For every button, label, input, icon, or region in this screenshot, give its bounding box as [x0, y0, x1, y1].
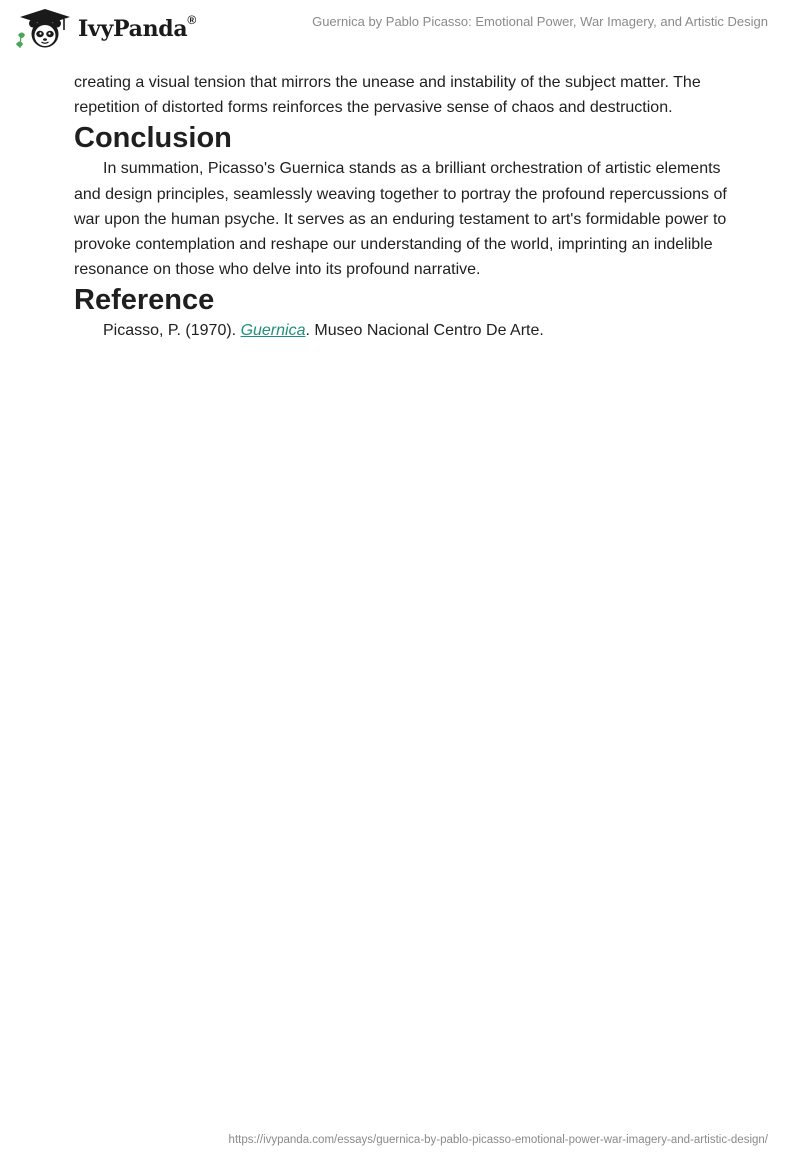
- essay-content: [74, 70, 734, 344]
- reference-title-link[interactable]: Guernica: [240, 322, 306, 340]
- ivypanda-logo[interactable]: [14, 8, 196, 50]
- conclusion-heading: Conclusion: [74, 122, 232, 155]
- reference-publisher: . Museo Nacional Centro De Arte.: [305, 322, 544, 340]
- document-title: Guernica by Pablo Picasso: Emotional Power, War Imagery, and Artistic Design: [312, 14, 768, 29]
- brand-name: IvyPanda®: [78, 12, 196, 42]
- footer-url[interactable]: https://ivypanda.com/essays/guernica-by-pablo-picasso-emotional-power-war-imagery-and-artistic-design/: [228, 1134, 768, 1146]
- reference-entry: [74, 318, 734, 343]
- reference-author-year: Picasso, P. (1970).: [103, 322, 241, 340]
- page-header: [0, 0, 800, 62]
- intro-paragraph: creating a visual tension that mirrors the unease and instability of the subject matter. The repetition of distorted forms reinforces the pervasive sense of chaos and destruction.: [74, 74, 701, 117]
- conclusion-paragraph: In summation, Picasso's Guernica stands as a brilliant orchestration of artistic elements and design principles, seamlessly weaving together to portray the profound repercussions of war upon the human psyche. It serves as an enduring testament to art's formidable power to provoke contemplation and reshape our understanding of the world, imprinting an indelible resonance on those who delve into its profound narrative.: [74, 160, 727, 279]
- reference-heading: Reference: [74, 284, 215, 317]
- registered-mark: ®: [187, 12, 196, 27]
- graduate-panda-icon: [14, 8, 76, 50]
